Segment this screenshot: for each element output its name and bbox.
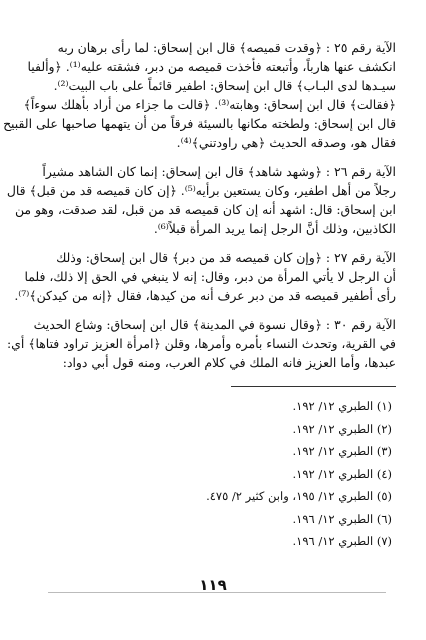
text-line: رجلاً من أهل اطفير، وكان يستعين برأيه⁽⁵⁾. ﴿إن كان قميصه قد من قبل﴾ قال [6, 183, 396, 198]
text-line: الآية رقم ٣٠ : ﴿وقال نسوة في المدينة﴾ قال ابن إسحاق: وشاع الحديث [33, 317, 396, 332]
footnote: (٣) الطبري ١٢/ ١٩٢. [292, 444, 392, 458]
footnote: (٥) الطبري ١٢/ ١٩٥، وابن كثير ٢/ ٤٧٥. [206, 489, 392, 503]
footnote-separator [231, 386, 396, 387]
page-body [3, 38, 396, 640]
text-line: سيـدها لدى البـاب﴾ قال ابن إسحاق: اطفير قائماً على باب البيت⁽²⁾. [53, 78, 396, 93]
text-line: انكشف عنها هارباً، وأتبعته فأخذت قميصه من دبر، فشقته عليه⁽¹⁾. ﴿وألفيا [27, 59, 396, 74]
paragraph-verse-26 [6, 162, 396, 238]
text-line: الآية رقم ٢٥ : ﴿وقدت قميصه﴾ قال ابن إسحاق: لما رأى برهان ربه [57, 40, 396, 55]
text-line: رأى أطفير قميصه قد من دبر عرف أنه من كيدها، فقال ﴿إنه من كيدكن﴾⁽⁷⁾. [14, 288, 396, 303]
paragraph-verse-25 [3, 38, 396, 152]
footnote: (١) الطبري ١٢/ ١٩٢. [292, 399, 392, 413]
text-line: أن الرجل لا يأتي المرأة من دبر، وقال: إنه لا ينبغي في الحق إلا ذلك، فلما [24, 269, 396, 284]
footnote: (٧) الطبري ١٢/ ١٩٦. [292, 534, 392, 548]
text-line: فقال هو، وصدقه الحديث ﴿هي راودتني﴾⁽⁴⁾. [176, 135, 396, 150]
paragraph-verse-30 [6, 315, 396, 372]
text-line: عبدها، وأما العزيز فانه الملك في كلام العرب، ومنه قول أبي دواد: [62, 355, 396, 370]
text-line: ابن إسحاق: قال: اشهد أنه إن كان قميصه قد من قبل، لقد صدقت، وهو من [14, 202, 396, 217]
bottom-rule [48, 592, 386, 593]
footnote: (٦) الطبري ١٢/ ١٩٦. [292, 511, 392, 526]
text-line: في القرية، وتحدث النساء بأمره وأمرها، وقلن ﴿امرأة العزيز تراود فتاها﴾ أي: [6, 336, 396, 351]
footnotes [32, 395, 396, 553]
text-line: الآية رقم ٢٧ : ﴿وإن كان قميصه قد من دبر﴾ قال ابن إسحاق: وذلك [56, 250, 396, 265]
text-line: قال ابن إسحاق: ولطخته مكانها بالسيئة فرقاً من أن يتهمها صاحبها على القبيح [3, 116, 396, 131]
page-number: ١١٩ [199, 576, 227, 594]
text-line: الكاذبين، وذلك أنَّ الرجل إنما يريد المرأة قبلاً⁽⁶⁾. [153, 221, 396, 236]
footnote: (٢) الطبري ١٢/ ١٩٢. [292, 421, 392, 436]
footnote: (٤) الطبري ١٢/ ١٩٢. [292, 466, 392, 481]
paragraph-verse-27 [14, 248, 396, 305]
text-line: ﴿فقالت﴾ قال ابن إسحاق: وهابته⁽³⁾. ﴿قالت ما جزاء من أراد بأهلك سوءاً﴾ [23, 97, 396, 112]
text-line: الآية رقم ٢٦ : ﴿وشهد شاهد﴾ قال ابن إسحاق: إنما كان الشاهد مشيراً [42, 164, 396, 179]
